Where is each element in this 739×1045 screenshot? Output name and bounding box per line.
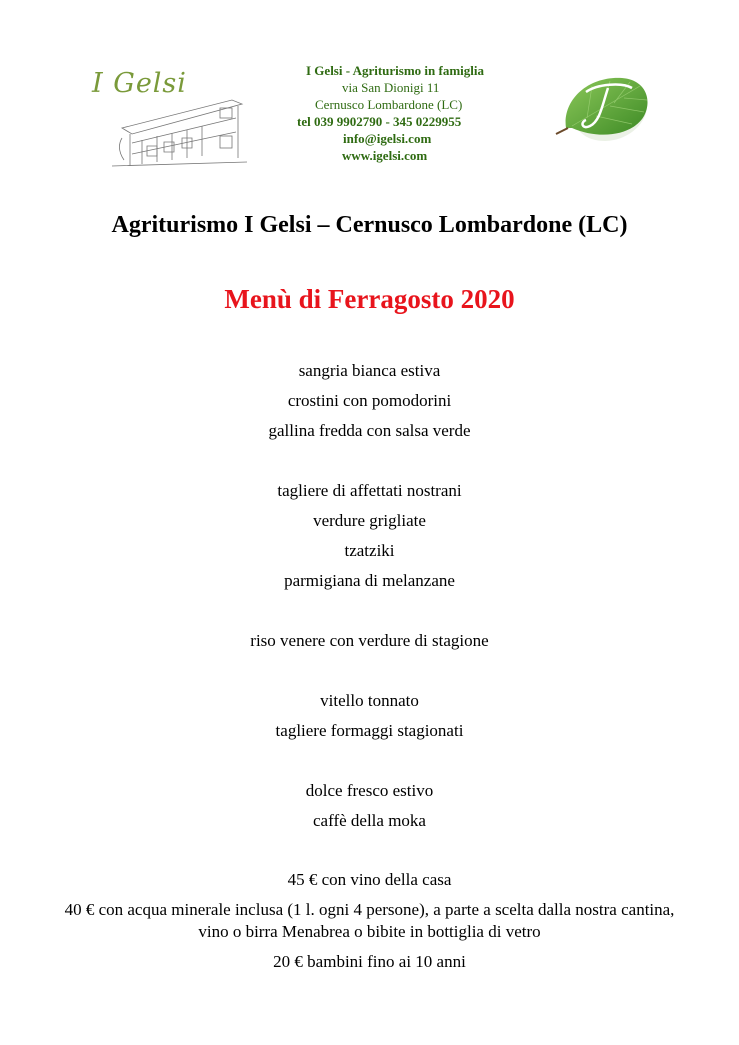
menu-item: gallina fredda con salsa verde: [268, 421, 471, 440]
website-link[interactable]: www.igelsi.com: [342, 148, 428, 163]
menu-item: caffè della moka: [313, 811, 426, 830]
menu-item: vitello tonnato: [320, 691, 419, 710]
menu-title: Menù di Ferragosto 2020: [224, 284, 515, 314]
city: Cernusco Lombardone (LC): [315, 97, 463, 112]
leaf-icon: [552, 66, 662, 146]
leaf-logo: [552, 66, 662, 146]
menu-group-dessert: [0, 776, 739, 836]
menu-item: tzatziki: [344, 541, 395, 560]
menu-list: [0, 356, 739, 866]
menu-group-aperitivo: [0, 356, 739, 446]
price-children: 20 € bambini fino ai 10 anni: [273, 952, 466, 971]
menu-item: riso venere con verdure di stagione: [250, 631, 489, 650]
email-link[interactable]: info@igelsi.com: [343, 131, 432, 146]
menu-item: verdure grigliate: [313, 511, 426, 530]
i-gelsi-logo: [82, 68, 252, 168]
price-list: [0, 869, 739, 981]
street-address: via San Dionigi 11: [342, 80, 440, 95]
contact-block: [290, 62, 540, 164]
price-with-wine: 45 € con vino della casa: [287, 870, 452, 889]
logo-script-text: I Gelsi: [92, 68, 187, 99]
document-title: Agriturismo I Gelsi – Cernusco Lombardone (LC): [111, 212, 628, 238]
menu-group-antipasti: [0, 476, 739, 596]
menu-item: tagliere di affettati nostrani: [277, 481, 462, 500]
menu-item: sangria bianca estiva: [298, 361, 441, 380]
menu-item: tagliere formaggi stagionati: [275, 721, 464, 740]
price-with-water: 40 € con acqua minerale inclusa (1 l. ogni 4 persone), a parte a scelta dalla nostra cantina, vino o birra Menabrea o bibite in bottiglia di vetro: [64, 900, 675, 941]
menu-item: parmigiana di melanzane: [284, 571, 455, 590]
letterhead: [0, 0, 739, 180]
phone-numbers: tel 039 9902790 - 345 0229955: [297, 114, 462, 129]
menu-group-primo: [0, 626, 739, 656]
menu-item: crostini con pomodorini: [287, 391, 452, 410]
business-name: I Gelsi - Agriturismo in famiglia: [306, 63, 485, 78]
menu-group-secondi: [0, 686, 739, 746]
farmhouse-sketch-icon: [102, 88, 252, 168]
menu-item: dolce fresco estivo: [305, 781, 434, 800]
